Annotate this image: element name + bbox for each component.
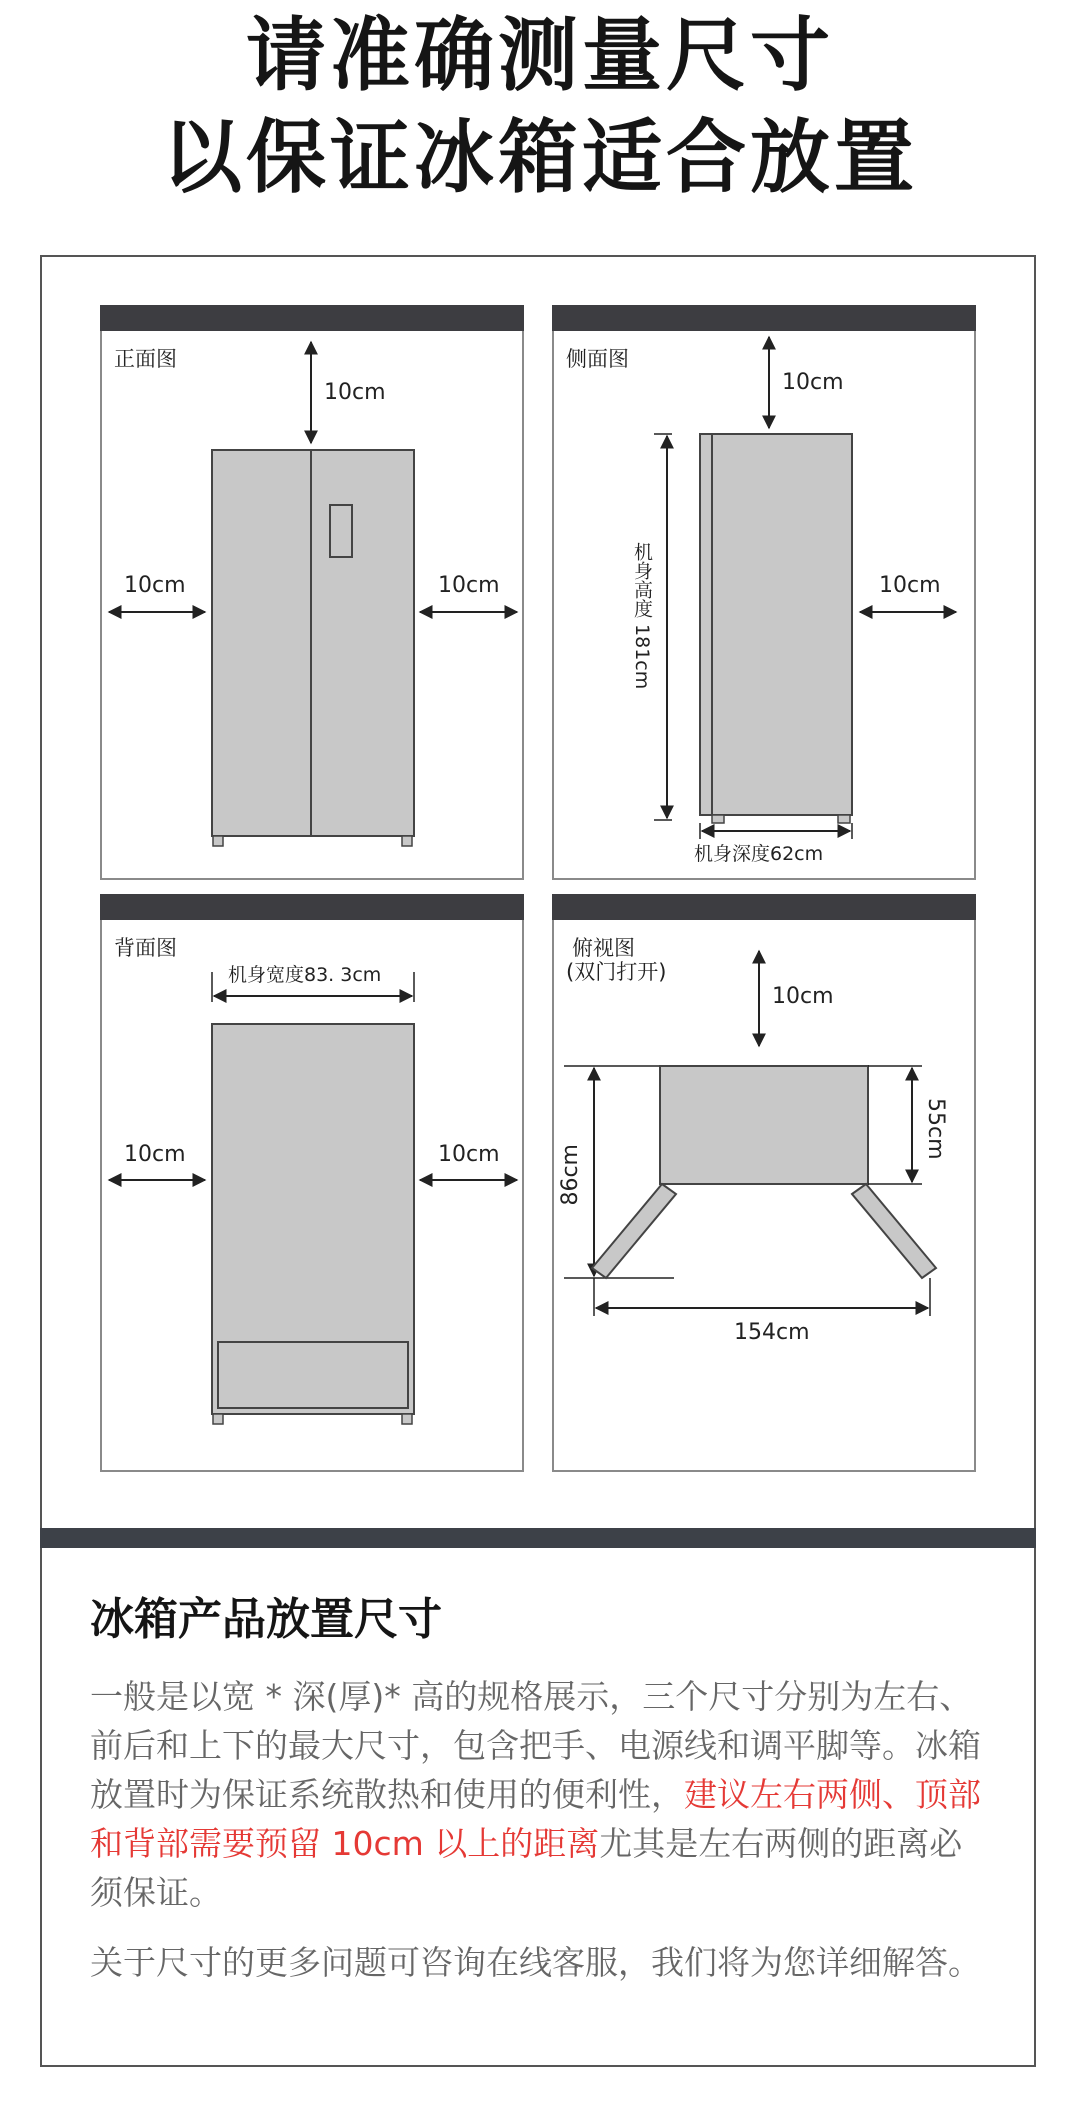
top-top-clearance: 10cm [772, 984, 834, 1009]
foot-right [402, 1414, 412, 1424]
front-view-label: 正面图 [114, 347, 177, 371]
foot-back [838, 815, 850, 823]
page-title-line2: 以保证冰箱适合放置 [162, 111, 918, 204]
info-heading: 冰箱产品放置尺寸 [90, 1594, 442, 1645]
front-left-clearance: 10cm [124, 573, 186, 598]
top-view-drawing [554, 896, 978, 1474]
top-view-label-line1: 俯视图 [572, 936, 635, 960]
section-divider [40, 1528, 1036, 1548]
side-body-depth: 机身深度62cm [694, 843, 824, 865]
top-open-width: 154cm [734, 1320, 810, 1345]
cabinet-profile [712, 434, 852, 815]
right-door-open [852, 1184, 936, 1278]
back-left-clearance: 10cm [124, 1142, 186, 1167]
info-text: 一般是以宽 * 深(厚)* 高的规格展示，三个尺寸分别为左右、前后和上下的最大尺寸，包含把手、电源线和调平脚等。冰箱放置时为保证系统散热和使用的便利性， [90, 1677, 981, 1814]
foot-left [213, 836, 223, 846]
top-view-panel [552, 894, 976, 1472]
front-right-clearance: 10cm [438, 573, 500, 598]
front-top-clearance: 10cm [324, 380, 386, 405]
contact-paragraph: 关于尺寸的更多问题可咨询在线客服，我们将为您详细解答。 [90, 1943, 981, 1982]
top-open-depth: 86cm [558, 1144, 583, 1206]
clearance-advice-highlight: 建议左右两侧、顶部和背部需要预留 10cm 以上的距离 [90, 1775, 981, 1863]
front-view-panel [100, 305, 524, 880]
top-body-depth: 55cm [923, 1098, 948, 1160]
foot-left [213, 1414, 223, 1424]
info-paragraph [90, 1672, 990, 1917]
back-view-panel [100, 894, 524, 1472]
side-body-height: 机身高度 181cm [631, 542, 653, 690]
back-body-width: 机身宽度83. 3cm [228, 964, 382, 986]
left-door-open [592, 1184, 676, 1278]
side-view-panel [552, 305, 976, 880]
top-view-label-line2: (双门打开) [566, 960, 667, 984]
door-profile [700, 434, 712, 815]
fridge-top-body [660, 1066, 868, 1184]
foot-right [402, 836, 412, 846]
side-back-clearance: 10cm [879, 573, 941, 598]
compressor-panel [218, 1342, 408, 1408]
info-text-end: 尤其是左右两侧的距离必须保证。 [90, 1824, 963, 1912]
dispenser [330, 505, 352, 557]
back-right-clearance: 10cm [438, 1142, 500, 1167]
side-view-label: 侧面图 [566, 347, 629, 371]
back-view-label: 背面图 [114, 936, 177, 960]
foot-front [712, 815, 724, 823]
side-top-clearance: 10cm [782, 370, 844, 395]
fridge-body [212, 450, 414, 836]
page-title-line1: 请准确测量尺寸 [246, 9, 834, 102]
